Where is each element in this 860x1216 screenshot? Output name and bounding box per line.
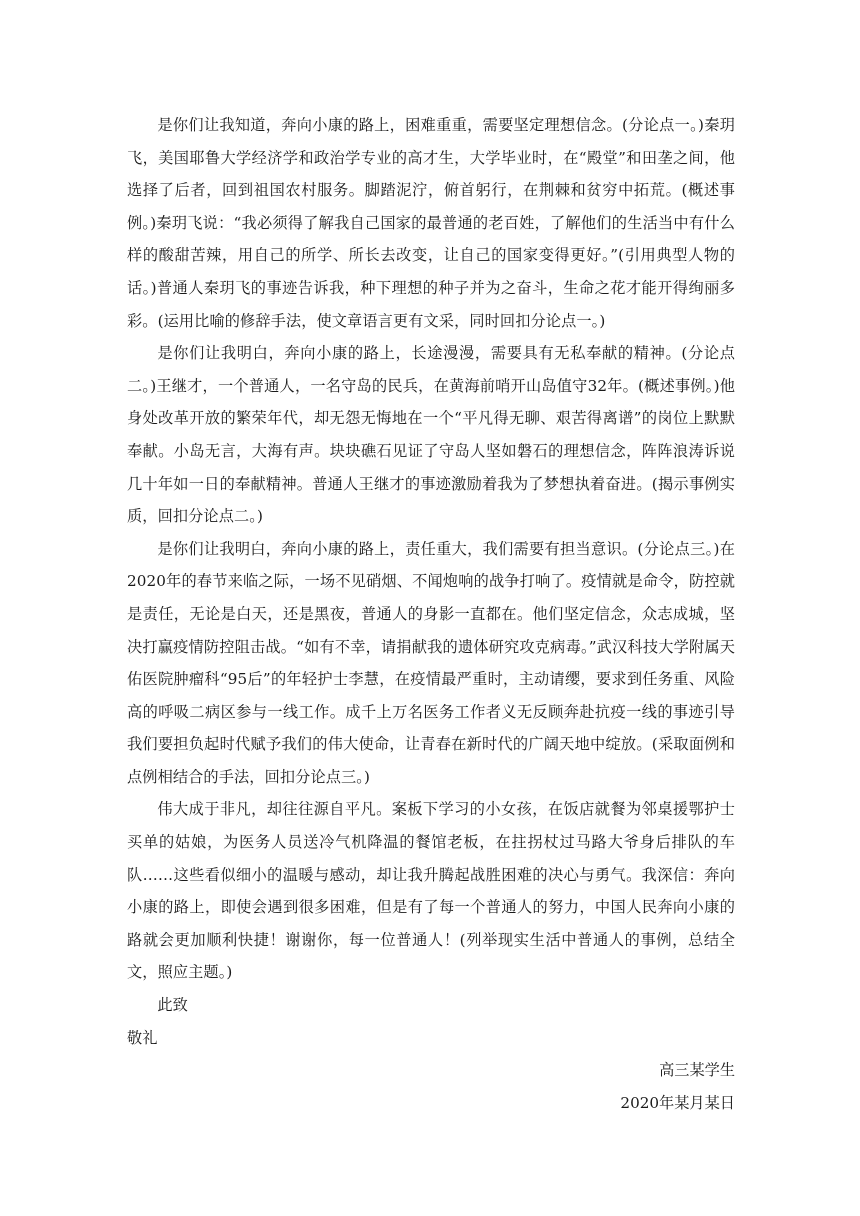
closing-salutation: 此致 (157, 996, 188, 1015)
paragraph-3: 是你们让我明白，奔向小康的路上，责任重大，我们需要有担当意识。(分论点三。)在2020年的春节来临之际，一场不见硝烟、不闻炮响的战争打响了。疫情就是命令，防控就是责任，无论是白天，还是黑夜，普通人的身影一直都在。他们坚定信念，众志成城，坚决打赢疫情防控阻击战。“如有不幸，请捐献我的遗体研究攻克病毒。”武汉科技大学附属天佑医院肿瘤科“95后”的年轻护士李慧，在疫情最严重时，主动请缨，要求到任务重、风险高的呼吸二病区参与一线工作。成千上万名医务工作者义无反顾奔赴抗疫一线的事迹引导我们要担负起时代赋予我们的伟大使命，让青春在新时代的广阔天地中绽放。(采取面例和点例相结合的手法，回扣分论点三。) (127, 539, 735, 786)
letter-body (127, 109, 735, 1119)
paragraph-2: 是你们让我明白，奔向小康的路上，长途漫漫，需要具有无私奉献的精神。(分论点二。)王继才，一个普通人，一名守岛的民兵，在黄海前哨开山岛值守32年。(概述事例。)他身处改革开放的繁荣年代，却无怨无悔地在一个“平凡得无聊、艰苦得离谱”的岗位上默默奉献。小岛无言，大海有声。块块礁石见证了守岛人坚如磐石的理想信念，阵阵浪涛诉说几十年如一日的奉献精神。普通人王继才的事迹激励着我为了梦想执着奋进。(揭示事例实质，回扣分论点二。) (127, 344, 735, 526)
closing-regards: 敬礼 (127, 1028, 158, 1047)
signature: 高三某学生 (659, 1061, 735, 1080)
paragraph-4: 伟大成于非凡，却往往源自平凡。案板下学习的小女孩，在饭店就餐为邻桌援鄂护士买单的姑娘，为医务人员送冷气机降温的餐馆老板，在拄拐杖过马路大爷身后排队的车队……这些看似细小的温暖与感动，却让我升腾起战胜困难的决心与勇气。我深信：奔向小康的路上，即使会遇到很多困难，但是有了每一个普通人的努力，中国人民奔向小康的路就会更加顺利快捷！谢谢你，每一位普通人！(列举现实生活中普通人的事例，总结全文，照应主题。) (127, 800, 735, 982)
letter-date: 2020年某月某日 (620, 1093, 735, 1112)
paragraph-1: 是你们让我知道，奔向小康的路上，困难重重，需要坚定理想信念。(分论点一。)秦玥飞，美国耶鲁大学经济学和政治学专业的高才生，大学毕业时，在“殿堂”和田垄之间，他选择了后者，回到祖国农村服务。脚踏泥泞，俯首躬行，在荆棘和贫穷中拓荒。(概述事例。)秦玥飞说：“我必须得了解我自己国家的最普通的老百姓，了解他们的生活当中有什么样的酸甜苦辣，用自己的所学、所长去改变，让自己的国家变得更好。”(引用典型人物的话。)普通人秦玥飞的事迹告诉我，种下理想的种子并为之奋斗，生命之花才能开得绚丽多彩。(运用比喻的修辞手法，使文章语言更有文采，同时回扣分论点一。) (127, 116, 735, 330)
